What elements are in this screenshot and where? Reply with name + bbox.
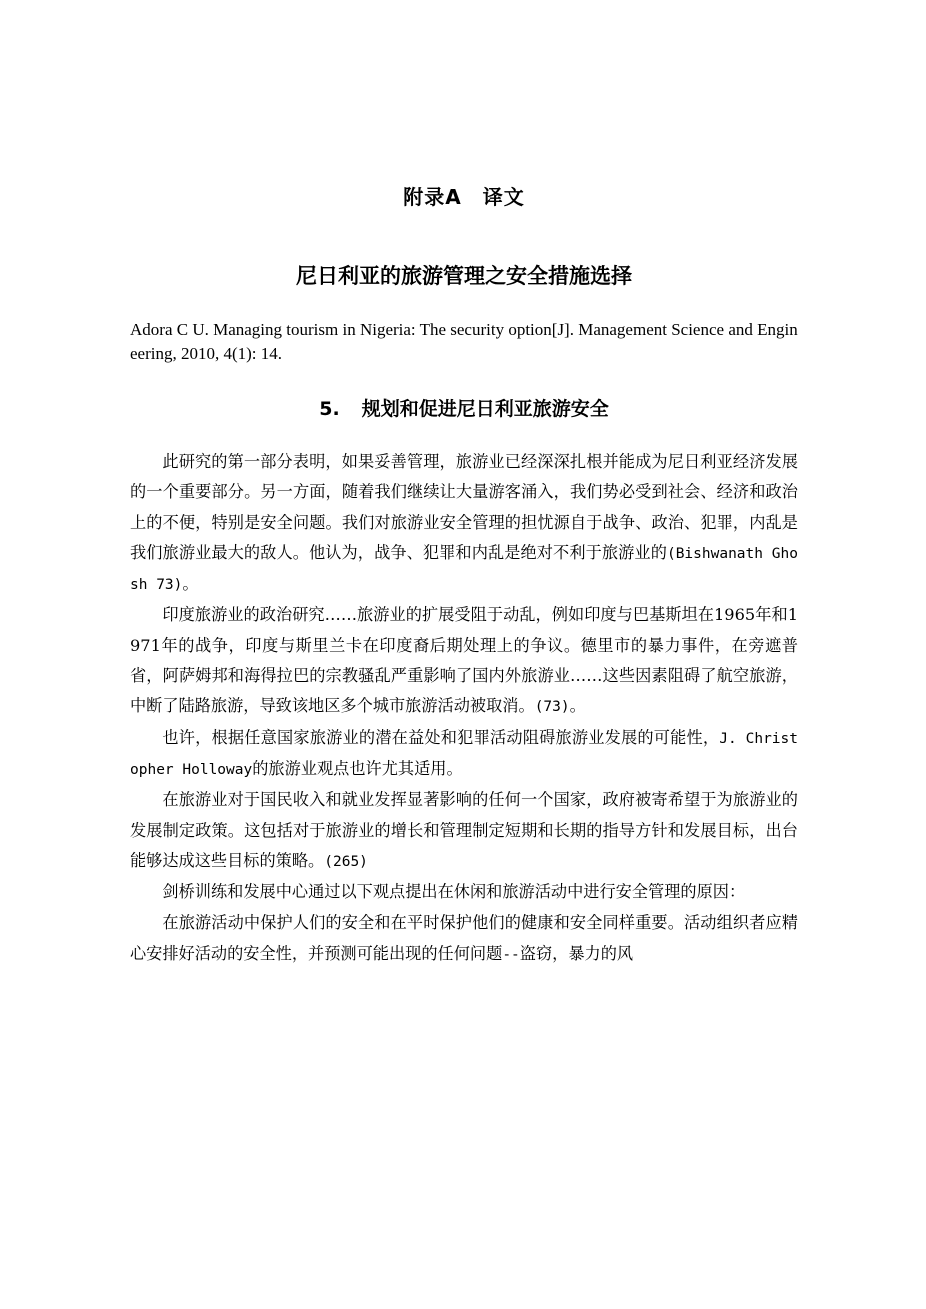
paragraph-citation: (Bishwanath Ghosh 73): [130, 545, 798, 594]
section-number: 5.: [319, 398, 340, 420]
section-heading: [130, 394, 798, 424]
paragraph: [130, 785, 798, 877]
paragraph-tail: 盗窃，暴力的风: [519, 943, 634, 963]
paragraph-text: 此研究的第一部分表明，如果妥善管理，旅游业已经深深扎根并能成为尼日利亚经济发展的一个重要部分。另一方面，随着我们继续让大量游客涌入，我们势必受到社会、经济和政治上的不便，特别是安全问题。我们对旅游业安全管理的担忧源自于战争、政治、犯罪，内乱是我们旅游业最大的敌人。他认为，战争、犯罪和内乱是绝对不利于旅游业的: [130, 452, 798, 562]
paragraph-citation: (73): [534, 699, 570, 716]
appendix-title: 附录A 译文: [403, 185, 525, 209]
paragraph: [130, 908, 798, 970]
paragraph-dash: --: [502, 946, 520, 963]
paragraph: [130, 600, 798, 722]
paragraph-tail: 。: [182, 574, 199, 594]
paragraph: [130, 723, 798, 786]
body-text: [130, 447, 798, 970]
paragraph-author: J. Christopher Holloway: [130, 730, 798, 778]
paper-title: 尼日利亚的旅游管理之安全措施选择: [296, 264, 632, 288]
paragraph-citation: (265): [324, 853, 368, 870]
paragraph-text: 也许，根据任意国家旅游业的潜在益处和犯罪活动阻碍旅游业发展的可能性，: [162, 727, 720, 747]
paragraph-tail: 。: [569, 696, 586, 716]
paragraph-text: 在旅游业对于国民收入和就业发挥显著影响的任何一个国家，政府被寄希望于为旅游业的发展制定政策。这包括对于旅游业的增长和管理制定短期和长期的指导方针和发展目标，出台能够达成这些目标的策略。: [130, 790, 798, 870]
section-title: 规划和促进尼日利亚旅游安全: [361, 398, 609, 420]
paragraph: [130, 447, 798, 600]
paragraph-text: 在旅游活动中保护人们的安全和在平时保护他们的健康和安全同样重要。活动组织者应精心安排好活动的安全性，并预测可能出现的任何问题: [130, 913, 798, 963]
citation: Adora C U. Managing tourism in Nigeria: The security option[J]. Management Science and Engineering, 2010, 4(1): 14.: [130, 320, 798, 363]
paragraph: [130, 877, 798, 908]
paragraph-tail: 的旅游业观点也许尤其适用。: [252, 758, 463, 778]
paragraph-text: 剑桥训练和发展中心通过以下观点提出在休闲和旅游活动中进行安全管理的原因：: [162, 882, 746, 902]
paragraph-text: 印度旅游业的政治研究……旅游业的扩展受阻于动乱，例如印度与巴基斯坦在1965年和1971年的战争，印度与斯里兰卡在印度裔后期处理上的争议。德里市的暴力事件，在旁遮普省，阿萨姆邦和海得拉巴的宗教骚乱严重影响了国内外旅游业……这些因素阻碍了航空旅游，中断了陆路旅游，导致该地区多个城市旅游活动被取消。: [130, 605, 798, 716]
